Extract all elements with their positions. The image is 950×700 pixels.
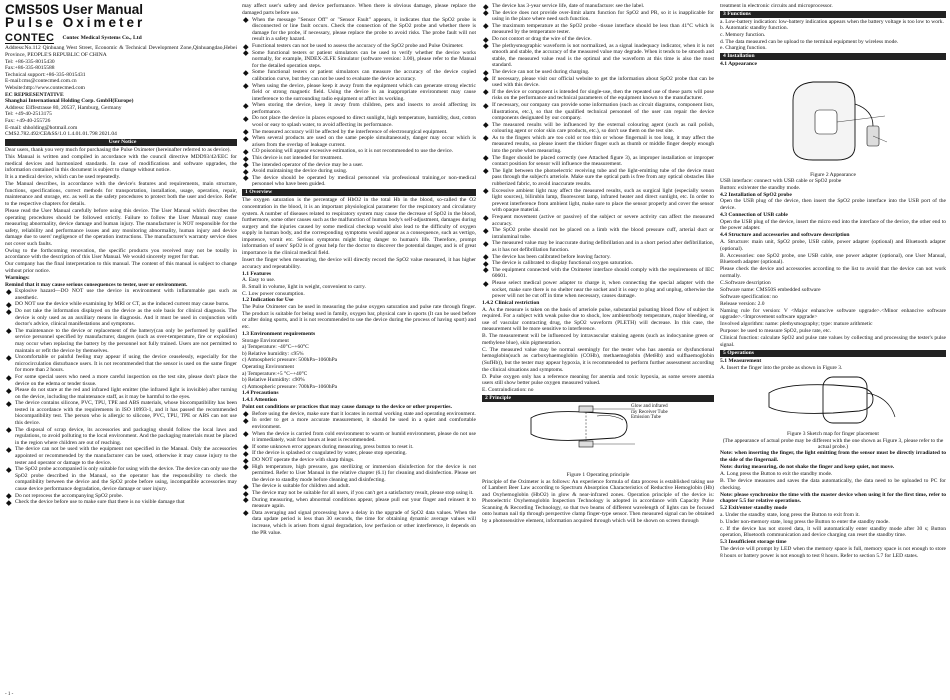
email-line: E-mail:cms@contecmed.com.cn — [5, 78, 77, 85]
attention-item: DO NOT operate the device with sharp things. — [242, 457, 476, 464]
attention-item: If necessary, please visit our official website to get the information about SpO2 probe that can be used with this device. — [482, 76, 714, 89]
structure-line: Purpose: be used to measure SpO2, pulse rate, etc. — [720, 328, 832, 335]
ec-email: E-mail: shholding@hotmail.com — [5, 124, 78, 131]
storage-paragraph: The device will prompt by LED when the memory space is full, memory space is not enough to store 8 hours or battery power is not enough to test 8 hours. Refer to section 5.7 for LED states. — [720, 546, 946, 559]
manual-title: CMS50S User Manual — [5, 3, 144, 17]
feature-item: C. Low power consumption. — [242, 290, 305, 297]
overview-paragraph: The oxygen saturation is the percentage of HbO2 in the total Hb in the blood, so-called the O2 concentration in the blood, it is an important physiological parameter for the respiratory and circulatory system. A number of diseases related to respiratory system may cause the decrease of SpO2 in the blood, furthermore, some other causes such as the malfunction of human body's self-adjustment, damages during surgery and the injuries caused by some medical checkup would also lead to the difficulty of oxygen supply in human body, and the corresponding symptoms would appear as a consequence, such as vertigo, impotence, vomit etc. Serious symptoms might bring danger to human's life. Therefore, prompt information of users' SpO2 is of great help for the doctor to discover the potential danger, and is of great importance in the clinical medical field. — [242, 197, 476, 257]
attention-item: The device does not provide over-limit alarm function for SpO2 and PR, so it is inapplicable for using in the place where need such function. — [482, 10, 714, 23]
column-4 — [720, 3, 946, 697]
clinical-restriction-heading: 1.4.2 Clinical restriction — [482, 299, 540, 306]
structure-line: C.Software description — [720, 279, 771, 286]
attention-item: Do not contort or drag the wire of the device. — [482, 36, 714, 43]
ec-rep-heading: EC REPRESENTATIVE — [5, 91, 64, 98]
warning-item: Do not take the information displayed on the device as the sole basis for clinical diagnosis. The device is only used as an auxiliary means in diagnosis. And it must be used in conjunction with doctor's advice, clinical manifestations and symptoms. — [5, 308, 237, 328]
function-item: b. Automatic standby function. — [720, 25, 788, 32]
installation-band: 4 Installation — [720, 53, 946, 60]
continued-text: may affect user's safety and device performance. When there is obvious damage, please replace the damaged parts before use. — [242, 3, 476, 16]
intro-paragraph: It is a medical device, which can be used repeatedly. — [5, 174, 121, 181]
clinical-item: D. Pulse oxygen only has a reference meaning for anemia and toxic hypoxia, as some severe anemia users still show better pulse oxygen measured valued. — [482, 373, 714, 387]
figure-2-caption: Figure 2 Appearance — [810, 171, 856, 178]
warning-item: Explosive hazard—DO NOT use the device in environment with inflammable gas such as anesthetic. — [5, 288, 237, 301]
attention-item: The finger should be placed correctly (see Attached figure 3), as improper installation or improper contact position for sensor will influence the measurement. — [482, 155, 714, 168]
cable — [855, 104, 873, 126]
measurement-paragraph: A. Insert the finger into the probe as shown in Figure 3. — [720, 364, 843, 371]
attention-item: Frequent movement (active or passive) of the subject or severe activity can affect the measured accuracy. — [482, 214, 714, 227]
structure-line: Involved algorithm: name: plethysmography; type: mature arithmetic — [720, 321, 873, 328]
structure-line: Clinical function: calculate SpO2 and pulse rate values by collecting and processing the tester's pulse signal. — [720, 335, 946, 348]
structure-heading: 4.4 Structure and accessories and software description — [720, 232, 850, 239]
attention-item: When the device is carried from cold environment to warm or humid environment, please do not use it immediately, wait four hours at least is recommended. — [242, 431, 476, 444]
structure-line: Please check the device and accessories according to the list to avoid that the device can not work normally. — [720, 266, 946, 279]
warning-item: The intended operator of the device may be a user. — [242, 162, 476, 169]
ec-tel: Tel: +49-40-2513175 — [5, 111, 52, 118]
page-number: - 1 - — [5, 692, 14, 697]
warning-item: For some special users who need a more careful inspection on the test site, please don't place the device on the edema or tender tissue. — [5, 374, 237, 387]
figure-2-appearance — [773, 70, 893, 170]
usb-connection-heading: 4.3 Connection of USB cable — [720, 211, 788, 218]
functions-band: 3 Functions — [720, 11, 946, 18]
column-3 — [482, 3, 714, 697]
principle-paragraph: Principle of the Oximeter is as follows: An experience formula of data process is established taking use of Lambert Beer Law according to Spectrum Absorption Characteristics of Reductive Hemoglobin (Hb) and Oxyhemoglobin (HbO2) in glow & near-infrared zones. Operation principle of the device is: Photoelectric Oxyhemoglobin Inspection Technology is adopted in accordance with Capacity Pulse Scanning & Recording Technology, so that two beams of different wavelength of lights can be focused onto human nail tip through perspective clamp finger-type sensor. Then measured signal can be obtained by a photosensitive element, information acquired through which will be shown on screen through — [482, 478, 714, 525]
figure-3-note: (The appearance of actual probe may be different with the one shown as Figure 3, please refer to the actual probe.) — [722, 437, 944, 450]
operations-band: 5 Operations — [720, 350, 946, 357]
figure-1-label: Glow and infrared ray Receiver Tube Emission Tube — [631, 404, 668, 421]
standby-step: b. Under non-memory state, long press the Button to enter the standby mode. — [720, 518, 890, 525]
warning-item: Do not place the device in places exposed to direct sunlight, high temperature, humidity, dust, cotton wool or easy to splash water, to avoid affecting its performance. — [242, 115, 476, 128]
intro-paragraph: Owing to the forthcoming renovation, the specific products you received may not be totally in accordance with the description of this User Manual. We would sincerely regret for that. — [5, 247, 237, 261]
clinical-item: E. Contraindication: no — [482, 387, 534, 394]
warnings-lead: Remind that it may cause serious consequences to tester, user or environment. — [5, 281, 188, 288]
env-line: c) Atmospheric pressure: 700hPa~1060hPa — [242, 383, 338, 390]
warning-item: The measured accuracy will be affected by the interference of electrosurgical equipment. — [242, 129, 476, 136]
warning-item: Check the device before use to make sure that there is no visible damage that — [5, 499, 237, 506]
function-item: d. The data measured can be upload to the terminal equipment by wireless mode. — [720, 38, 899, 45]
attention-item: If the device or component is intended for single-use, then the repeated use of these parts will pose risks on the performance and technical parameters of the equipment known to the manufacturer. — [482, 89, 714, 102]
warning-item: Functional testers can not be used to assess the accuracy of the SpO2 probe and Pulse Oximeter. — [242, 43, 476, 50]
attention-item: The equipment connected with the Oximeter interface should comply with the requirements of IEC 60601. — [482, 267, 714, 280]
continued-text: treatment in electronic circuits and microprocessor. — [720, 3, 833, 9]
attention-item: The device can not be used during charging. — [482, 69, 714, 76]
attention-item: Before using the device, make sure that it locates in normal working state and operating environment. — [242, 411, 476, 418]
attention-item: In order to get a more accurate measurement, it should be used in a quiet and comfortable environment. — [242, 417, 476, 430]
env-line: b) Relative Humidity: ≤90% — [242, 377, 305, 384]
attention-item: The measured results will be influenced by the external colouring agent (such as nail polish, colouring agent or color skin care products, etc.), so don't use them on the test site. — [482, 122, 714, 135]
user-notice-band: User Notice — [5, 139, 237, 146]
attention-item: The plethysmographic waveform is not normalized, as a signal inadequacy indicator, when it is not smooth and stable, the accuracy of the measured value may degrade. When it tends to be smooth and stable, the measured value read is the optimal and the waveform at this time is also the most standard. — [482, 43, 714, 69]
warning-item: The device can not be used with the equipment not specified in the Manual. Only the accessories appointed or recommended by the manufacturer can be used, otherwise it may cause injury to the tester and operator or damage to the device. — [5, 446, 237, 466]
attention-item: If the device is splashed or coagulated by water, please stop operating. — [242, 450, 476, 457]
indication-heading: 1.2 Indication for Use — [242, 297, 294, 304]
column-2 — [242, 3, 476, 697]
function-item: c. Memory function. — [720, 32, 766, 39]
env-line: Operating Environment — [242, 363, 295, 370]
warning-item: Some functional testers or patient simulators can be used to verify whether the device works normally, for example, INDEX-2LFE Simulator (software version: 3.00), please refer to the Manual for the detailed operation steps. — [242, 50, 476, 70]
manual-subtitle: Pulse Oximeter — [5, 15, 146, 30]
figure-1-caption: Figure 1 Operating principle — [566, 472, 630, 479]
structure-line: Release version: 2.0 — [720, 300, 765, 307]
warning-item: This device is not intended for treatment. — [242, 155, 476, 162]
document-number: CMS2.782.492/CE&SS/1.0 1.4.01.01.798 2021.04 — [5, 131, 117, 138]
ec-fax: Fax: +49-40-255726 — [5, 117, 51, 124]
measurement-step: A. Long press the Button to exit the standby mode. — [720, 470, 833, 477]
env-line: b) Relative humidity: ≤95% — [242, 350, 304, 357]
features-heading: 1.1 Features — [242, 270, 272, 277]
appearance-heading: 4.1 Appearance — [720, 61, 757, 68]
structure-line: Naming rule for version: V <Major enhancive software upgrade>.<Minor enhancive software upgrade>.<Improvement software upgrade> — [720, 307, 946, 321]
figure-3-caption: Figure 3 Sketch map for finger placement — [787, 431, 879, 438]
warning-item: DO NOT use the device while examining by MRI or CT, as the induced current may cause burns. — [5, 301, 237, 308]
intro-paragraph: Please read the User Manual carefully before using this device. The User Manual which describes the operating procedures should be followed strictly. Failure to follow the User Manual may cause measuring abnormality, device damage and human injury. The manufacturer is NOT responsible for the safety, reliability and performance issues and any monitoring abnormality, human injury and device damage due to users' negligence of the operation instructions. The manufacturer's warranty service does not cover such faults. — [5, 207, 237, 247]
warning-item: Uncomfortable or painful feeling may appear if using the device ceaselessly, especially for the microcirculation disturbance users. It is not recommended that the sensor is used on the same finger for more than 2 hours. — [5, 354, 237, 374]
structure-line: A. Structure: main unit, SpO2 probe, USB cable, power adapter (optional) and Bluetooth adapter (optional). — [720, 239, 946, 252]
attention-item: High temperature, high pressure, gas sterilizing or immersion disinfection for the device is not permitted. Refer to User Manual in the relative chapter (6.1) for cleaning and disinfection. Please set the device to standby mode before cleaning and disinfecting. — [242, 464, 476, 484]
warning-item: When several products are used on the same people simultaneously, danger may occur which is arisen from the overlap of leakage current. — [242, 135, 476, 148]
env-line: a) Temperature:+5 °C~+40°C — [242, 370, 308, 377]
attention-item: Excessive ambient light may affect the measured results, such as surgical light (especially xenon light sources), bilirubin lamp, fluorescent lamp, infrared heater and direct sunlight, etc. In order to prevent interference from ambient light, make sure to place the sensor properly and cover the sensor with opaque material. — [482, 188, 714, 214]
warnings-heading: Warnings: — [5, 275, 30, 282]
measurement-heading: 5.1 Measurement — [720, 357, 762, 364]
warning-item: Avoid maintaining the device during using. — [242, 168, 476, 175]
precautions-heading: 1.4 Precautions — [242, 390, 279, 397]
probe-installation-heading: 4.2 Installation of SpO2 probe — [720, 191, 792, 198]
env-line: c) Atmospheric pressure: 500hPa~1060hPa — [242, 357, 338, 364]
attention-item: If necessary, our company can provide some information (such as circuit diagrams, component lists, illustrations, etc.), so that the qualified technical personnel of the user can repair the device components designated by our company. — [482, 102, 714, 122]
attention-item: The device may not be suitable for all users, if you can't get a satisfactory result, please stop using it. — [242, 490, 476, 497]
warning-item: The SpO2 probe accompanied is only suitable for using with the device. The device can only use the SpO2 probe described in the Manual, so the operator has the responsibility to check the compatibility between the device and the SpO2 probe before using, incompatible accessories may cause device performance degradation, device damage or user injury. — [5, 466, 237, 492]
ec-rep-name: Shanghai International Holding Corp. GmbH(Europe) — [5, 98, 134, 105]
warning-item: Some functional testers or patient simulators can measure the accuracy of the device copied calibration curve, but they can not be used to evaluate the device accuracy. — [242, 69, 476, 82]
attention-item: The device has 3-year service life, date of manufacture: see the label. — [482, 3, 714, 10]
warning-item: The disposal of scrap device, its accessories and packaging should follow the local laws and regulations, to avoid polluting to the local environment. And the packaging materials must be placed in the region where children are out of reaching. — [5, 427, 237, 447]
ec-address: Address: Eiffestrasse 80, 20537, Hamburg, Germany — [5, 104, 122, 111]
attention-item: As to the fingers which are too cold or too thin or whose fingernail is too long, it may affect the measured results, so please insert the thicker finger such as thumb or middle finger deeply enough into the probe when measuring. — [482, 135, 714, 155]
note-sync-time: Note: please synchronize the time with the master device when using it for the first time, refer to chapter 5.5 for relative operations. — [720, 491, 946, 505]
figure-2-description: USB interface: connect with USB cable or SpO2 probe — [720, 178, 842, 185]
attention-item: The light between the photoelectric receiving tube and the light-emitting tube of the device must pass through the subject's arteriole. Make sure the optical path is free from any optical obstacles like rubberized fabric, to avoid inaccurate results. — [482, 168, 714, 188]
indication-paragraph: The Pulse Oximeter can be used in measuring the pulse oxygen saturation and pulse rate through finger. The product is suitable for being used in family, oxygen bar, physical care in sports (It can be used before or after doing sports, and it is not recommended to use the device during the process of having sport) and etc. — [242, 304, 476, 330]
function-item: a. Low-battery indication: low-battery indication appears when the battery voltage is too low to work. — [720, 18, 944, 25]
standby-step: a. Under the standby state, long press the Button to exit from it. — [720, 511, 860, 518]
figure-2-description: Button: exit/enter the standby mode. — [720, 184, 801, 191]
feature-item: A. Easy to use. — [242, 277, 276, 284]
attention-item: The SpO2 probe should not be placed on a limb with the blood pressure cuff, arterial duct or intraluminal tube. — [482, 227, 714, 240]
logo-row — [5, 33, 237, 44]
storage-heading: 5.3 Insufficient storage time — [720, 539, 787, 546]
attention-item: If some unknown error appears during measuring, press button to reset it. — [242, 444, 476, 451]
overview-band: 1 Overview — [242, 189, 476, 196]
company-name: Contec Medical Systems Co., Ltd — [62, 35, 142, 42]
website-line: Website:http://www.contecmed.com — [5, 84, 85, 91]
usb-connection-paragraph: Open the USB plug of the device, insert the micro end into the interface of the device, the other end to the power adapter. — [720, 218, 946, 232]
warning-item: Do not reprocess the accompanying SpO2 probe. — [5, 493, 237, 500]
intro-paragraph: Our company has the final interpretation to this manual. The content of this manual is subject to change without prior notice. — [5, 261, 237, 275]
warning-item: When storing the device, keep it away from children, pets and insects to avoid affecting its performance. — [242, 102, 476, 115]
device-button — [815, 110, 837, 134]
support-line: Technical support:+86-335-8015431 — [5, 71, 86, 78]
env-line: a) Temperature: -40°C~+60°C — [242, 344, 309, 351]
intro-paragraph: This Manual is written and compiled in accordance with the council directive MDD93/42/EEC for medical devices and harmonized standards. In case of modifications and software upgrades, the information contained in this document is subject to change without notice. — [5, 153, 237, 174]
attention-item: Please select medical power adapter to charge it, when connecting the special adapter with the socket, make sure there is no shelter near the socket and it is easy to plug and unplug, otherwise the power will not be cut off in time when necessary, causes damage. — [482, 280, 714, 300]
attention-item: The measured value may be inaccurate during defibrillation and in a short period after defibrillation, as it has not defibrillation function. — [482, 240, 714, 253]
attention-item: The device is calibrated to display functional oxygen saturation. — [482, 260, 714, 267]
warning-item: Please do not stare at the red and infrared light emitter (the infrared light is invisible) after turning on the device, including the maintenance staff, as it may be harmful to the eyes. — [5, 387, 237, 400]
structure-line: Software specification: no — [720, 293, 778, 300]
note-keep-still: Note: during measuring, do not shake the finger and keep quiet, not move. — [720, 463, 895, 470]
clinical-item: B. The measurement will be influenced by intravascular staining agents (such as indocyanine green or methylene blue), skin pigmentation. — [482, 333, 714, 346]
figure-1-operating-principle — [523, 404, 673, 470]
probe-installation-paragraph: Open the USB plug of the device, then insert the SpO2 probe interface into the USB port of the device. — [720, 198, 946, 211]
clinical-item: A. As the measure is taken on the basis of arteriole pulse, substantial pulsating blood flow of subject is required. For a subject with weak pulse due to shock, low ambient/body temperature, major bleeding, or use of vascular contracting drug, the SpO2 waveform (PLETH) will decrease. In this case, the measurement will be more sensitive to interference. — [482, 306, 714, 333]
attention-item: During measuring, when abnormal conditions appear, please pull out your finger and reinsert it to measure again. — [242, 497, 476, 510]
address-line: Address:No.112 Qinhuang West Street, Economic & Technical Development Zone,Qinhuangdao,Hebei Province, PEOPLE'S REPUBLIC OF CHINA — [5, 45, 237, 58]
attention-item: The maximum temperature at the SpO2 probe -tissue interface should be less than 41°C which is measured by the temperature tester. — [482, 23, 714, 36]
finger-outline — [769, 385, 873, 414]
fax-line: Fax:+86-335-8015588 — [5, 65, 55, 72]
intro-paragraph: The Manual describes, in accordance with the device's features and requirements, main structure, functions, specifications, correct methods for transportation, installation, usage, operation, repair, maintenance and storage, etc. as well as the safety procedures to protect both the user and device. Refer to the respective chapters for details. — [5, 181, 237, 207]
warning-item: When the message "Sensor Off" or "Sensor Fault" appears, it indicates that the SpO2 probe is disconnected or line fault occurs. Check the connection of the SpO2 probe and whether there is damage for the probe, if necessary, please replace the probe to avoid risks. The probe fault will not result in a safety hazard. — [242, 17, 476, 43]
intro-paragraph: Dear users, thank you very much for purchasing the Pulse Oximeter (hereinafter referred to as device). — [5, 147, 231, 153]
attention-item: Data averaging and signal processing have a delay in the upgrade of SpO2 data values. When the data update period is less than 30 seconds, the time for obtaining dynamic average values will increase, which is arisen from signal degradation, low perfusion or other interference, it depends on the PR value. — [242, 510, 476, 536]
function-item: e. Charging function. — [720, 45, 767, 52]
note-finger-light: Note: when inserting the finger, the light emitting from the sensor must be directly irradiated to the side of the fingernail. — [720, 450, 946, 463]
structure-line: B. Accessories: one SpO2 probe, one USB cable, one power adapter (optional), one User Manual, Bluetooth adapter (optional). — [720, 252, 946, 266]
warning-item: The maintenance to the device or replacement of the battery(can only be performed by qualified service personnel specified by manufacturer, dangers (such as over-temperature, fire or explosion) may occur when replacing the battery by the personnel not fully trained. Users are not permitted to maintain or refit the device by themselves. — [5, 328, 237, 354]
measurement-step: B. The device measures and saves the data automatically, the data need to be uploaded to PC for checking. — [720, 477, 946, 491]
standby-heading: 5.2 Exit/enter standby mode — [720, 505, 788, 512]
attention-lead: Point out conditions or practices that may cause damage to the device or other properties. — [242, 403, 452, 410]
column-1 — [5, 3, 237, 697]
clinical-item: C. The measured value may be normal seemingly for the tester who has anemia or dysfunctional hemoglobin(such as carboxyhaemoglobin (COHb), methaemoglobin (MetHb) and sulfhaemoglobin (SufHb)), but the tester may appear hypoxia, it is recommended to perform further assessment according the clinical situations and symptoms. — [482, 346, 714, 373]
emission-tube — [579, 406, 593, 412]
finger-placement-sketch — [763, 373, 903, 429]
device-drawing — [773, 70, 893, 170]
figure-3-finger-placement — [763, 373, 903, 429]
receiver-tube — [579, 441, 593, 447]
warning-item: When using the device, please keep it away from the equipment which can generate strong electric field or strong magnetic field. Using the device in an inappropriate environment may cause interference to the surrounding radio equipment or affect its working. — [242, 83, 476, 103]
standby-step: c. If the device has not stored data, it will automatically enter standby mode after 30 s; Button operation, Bluetooth communication and device charging can reset the standby time. — [720, 525, 946, 539]
structure-line: Software name: CMS50S embedded software — [720, 286, 821, 293]
attention-item: The device is suitable for children and adult. — [242, 483, 476, 490]
principle-band: 2 Principle — [482, 395, 714, 402]
contec-logo: CONTEC — [5, 32, 55, 44]
feature-item: B. Small in volume, light in weight, convenient to carry. — [242, 284, 366, 291]
attention-heading: 1.4.1 Attention — [242, 397, 277, 404]
environment-heading: 1.3 Environment requirements — [242, 330, 316, 337]
env-line: Storage Environment — [242, 337, 289, 344]
warning-item: The device should be operated by medical personnel via professional training,or non-medical personnel who have been guided. — [242, 175, 476, 188]
warning-item: The device contains silicone, PVC, TPU, TPE and ABS materials, whose biocompatibility has been tested in accordance with the requirements in ISO 10993-1, and it has passed the recommended biocompatibility test. The person who is allergic to silicone, PVC, TPU, TPE or ABS can not use this device. — [5, 400, 237, 426]
warning-item: CO poisoning will appear excessive estimation, so it is not recommended to use the device. — [242, 148, 476, 155]
attention-item: The device has been calibrated before leaving factory. — [482, 254, 714, 261]
tel-line: Tel: +86-335-8015430 — [5, 58, 55, 65]
overview-paragraph: Insert the finger when measuring, the device will directly record the SpO2 value measured, it has higher accuracy and repeatability. — [242, 257, 476, 270]
